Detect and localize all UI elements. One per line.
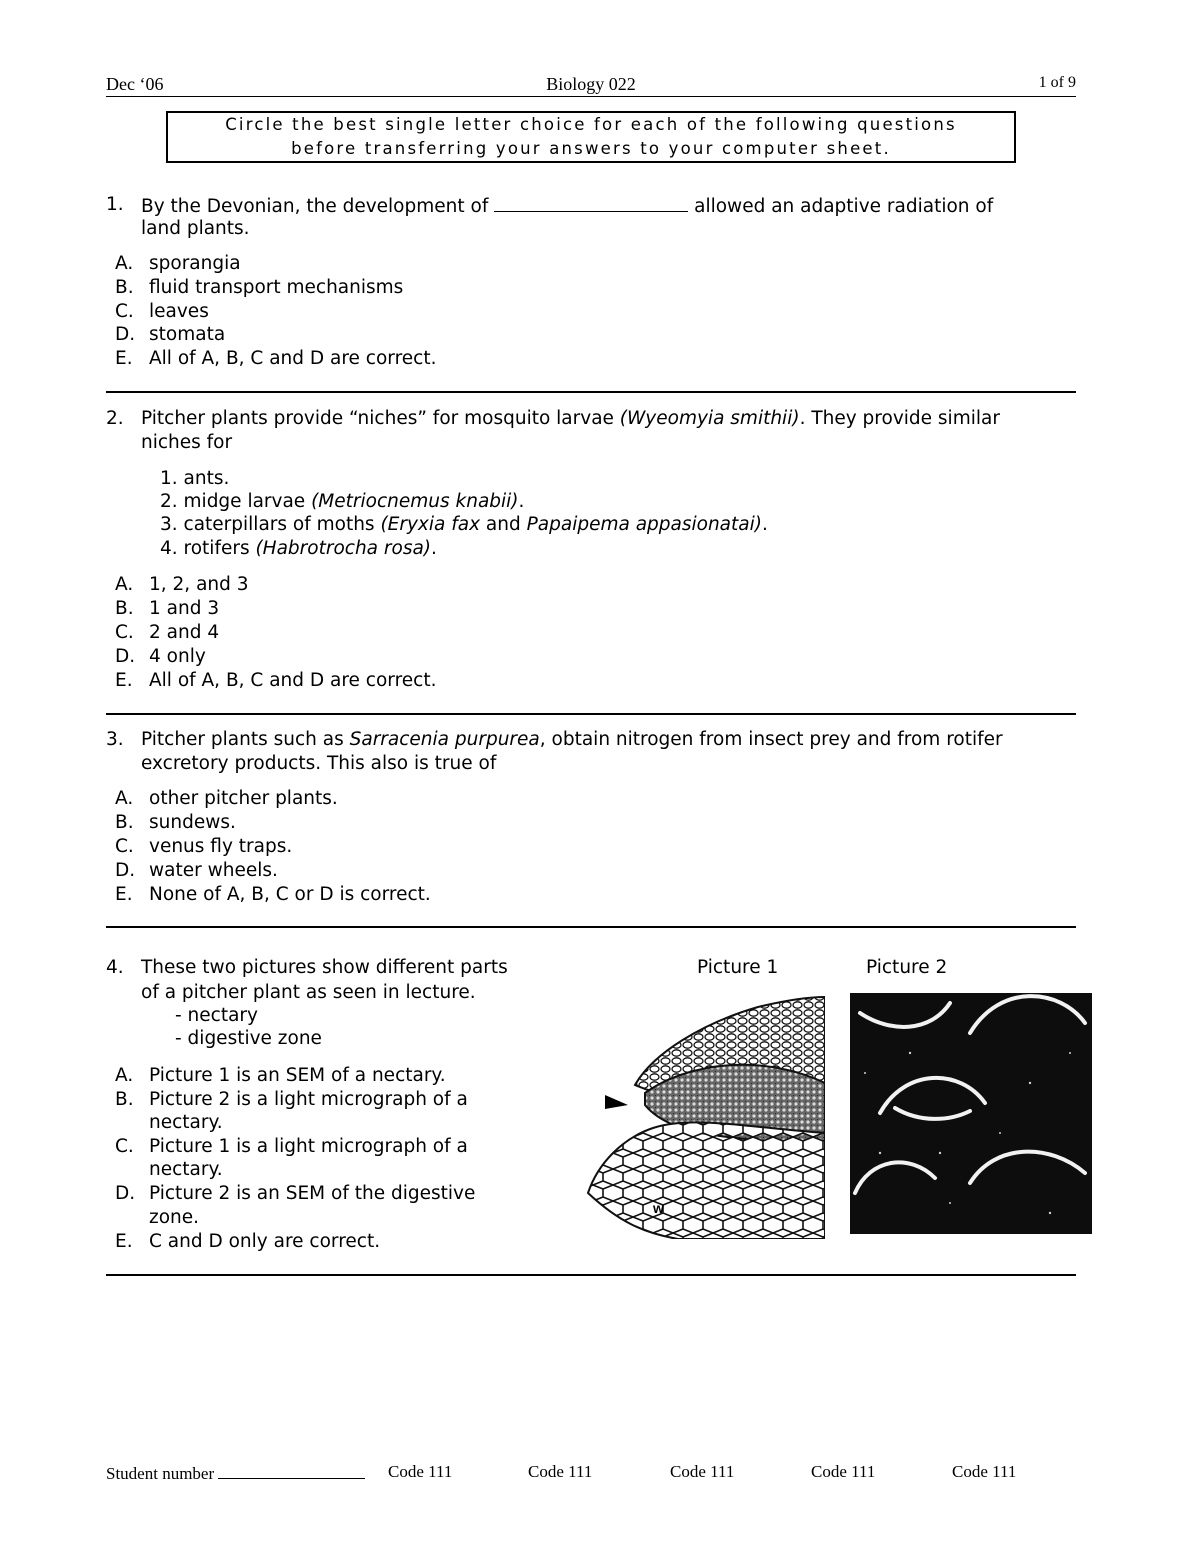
stem-text: allowed an adaptive radiation of bbox=[694, 196, 994, 217]
question-stem bbox=[141, 728, 1003, 752]
option-text-a: Picture 1 is an SEM of a nectary. bbox=[149, 1065, 446, 1086]
stem-text: Pitcher plants provide “niches” for mosquito larvae bbox=[141, 408, 620, 429]
question-divider bbox=[106, 1274, 1076, 1276]
list-item-1: 1. ants. bbox=[160, 468, 230, 489]
option-letter-c[interactable]: C. bbox=[115, 622, 134, 643]
option-text-e: None of A, B, C or D is correct. bbox=[149, 884, 431, 905]
option-letter-d[interactable]: D. bbox=[115, 324, 136, 345]
option-text-b: 1 and 3 bbox=[149, 598, 220, 619]
student-number-label: Student number bbox=[106, 1464, 215, 1483]
option-text-d: 4 only bbox=[149, 646, 206, 667]
species-name: Sarracenia purpurea bbox=[349, 729, 540, 750]
question-number: 4. bbox=[106, 957, 124, 978]
option-letter-a[interactable]: A. bbox=[115, 1065, 134, 1086]
instructions-line-2: before transferring your answers to your computer sheet. bbox=[291, 139, 891, 158]
question-stem-continued: excretory products. This also is true of bbox=[141, 753, 497, 774]
option-letter-a[interactable]: A. bbox=[115, 788, 134, 809]
option-letter-e[interactable]: E. bbox=[115, 348, 133, 369]
option-text-b: sundews. bbox=[149, 812, 236, 833]
question-number: 3. bbox=[106, 729, 124, 750]
item-text: 4. rotifers bbox=[160, 538, 256, 559]
option-text-d-continued: zone. bbox=[149, 1207, 200, 1228]
option-text-b: fluid transport mechanisms bbox=[149, 277, 404, 298]
option-letter-d[interactable]: D. bbox=[115, 646, 136, 667]
picture-2-sem bbox=[850, 993, 1092, 1234]
instructions-box bbox=[166, 111, 1016, 163]
option-letter-e[interactable]: E. bbox=[115, 884, 133, 905]
species-name: (Habrotrocha rosa) bbox=[255, 538, 432, 559]
option-letter-d[interactable]: D. bbox=[115, 1183, 136, 1204]
form-code: Code 111 bbox=[670, 1462, 735, 1481]
list-item-4 bbox=[160, 537, 437, 561]
option-text-d: Picture 2 is an SEM of the digestive bbox=[149, 1183, 476, 1204]
question-stem-continued: of a pitcher plant as seen in lecture. bbox=[141, 982, 476, 1003]
option-text-e: All of A, B, C and D are correct. bbox=[149, 348, 437, 369]
option-letter-e[interactable]: E. bbox=[115, 1231, 133, 1252]
item-text: . bbox=[761, 514, 768, 535]
option-text-b: Picture 2 is a light micrograph of a bbox=[149, 1089, 468, 1110]
question-divider bbox=[106, 926, 1076, 928]
question-divider bbox=[106, 713, 1076, 715]
option-letter-c[interactable]: C. bbox=[115, 301, 134, 322]
form-code: Code 111 bbox=[811, 1462, 876, 1481]
list-item-2 bbox=[160, 490, 524, 514]
header-date: Dec ‘06 bbox=[106, 74, 164, 94]
question-stem-continued: niches for bbox=[141, 432, 233, 453]
species-name: (Wyeomyia smithii) bbox=[619, 408, 800, 429]
option-text-a: other pitcher plants. bbox=[149, 788, 338, 809]
option-text-b-continued: nectary. bbox=[149, 1112, 223, 1133]
header-course: Biology 022 bbox=[546, 74, 636, 94]
picture-1-micrograph bbox=[583, 993, 825, 1239]
option-text-c: leaves bbox=[149, 301, 209, 322]
option-text-a: 1, 2, and 3 bbox=[149, 574, 249, 595]
question-stem bbox=[141, 193, 993, 219]
header-page-number: 1 of 9 bbox=[1038, 74, 1076, 91]
form-code: Code 111 bbox=[388, 1462, 453, 1481]
question-stem-continued: land plants. bbox=[141, 218, 250, 239]
form-code: Code 111 bbox=[528, 1462, 593, 1481]
option-text-c-continued: nectary. bbox=[149, 1159, 223, 1180]
bullet-digestive-zone: - digestive zone bbox=[175, 1028, 322, 1049]
instructions-line-1: Circle the best single letter choice for each of the following questions bbox=[225, 115, 957, 134]
stem-text: , obtain nitrogen from insect prey and from rotifer bbox=[539, 729, 1003, 750]
stem-text: By the Devonian, the development of bbox=[141, 196, 489, 217]
option-letter-a[interactable]: A. bbox=[115, 253, 134, 274]
option-text-c: Picture 1 is a light micrograph of a bbox=[149, 1136, 468, 1157]
item-text: 2. midge larvae bbox=[160, 491, 312, 512]
option-letter-c[interactable]: C. bbox=[115, 836, 134, 857]
question-divider bbox=[106, 391, 1076, 393]
option-letter-c[interactable]: C. bbox=[115, 1136, 134, 1157]
species-name: Papaipema appasionatai) bbox=[526, 514, 762, 535]
picture-2-label: Picture 2 bbox=[866, 957, 948, 978]
stem-text: . They provide similar bbox=[799, 408, 1000, 429]
student-number-field bbox=[106, 1462, 365, 1484]
list-item-3 bbox=[160, 513, 768, 537]
question-number: 1. bbox=[106, 194, 124, 215]
option-letter-b[interactable]: B. bbox=[115, 598, 134, 619]
question-stem: These two pictures show different parts bbox=[141, 957, 508, 978]
option-text-d: water wheels. bbox=[149, 860, 278, 881]
option-letter-b[interactable]: B. bbox=[115, 1089, 134, 1110]
page-header bbox=[106, 74, 1076, 97]
option-letter-d[interactable]: D. bbox=[115, 860, 136, 881]
question-number: 2. bbox=[106, 408, 124, 429]
species-name: (Eryxia fax bbox=[380, 514, 481, 535]
item-text: 3. caterpillars of moths bbox=[160, 514, 381, 535]
option-text-d: stomata bbox=[149, 324, 226, 345]
option-text-e: All of A, B, C and D are correct. bbox=[149, 670, 437, 691]
option-text-a: sporangia bbox=[149, 253, 241, 274]
item-text: and bbox=[480, 514, 527, 535]
form-code: Code 111 bbox=[952, 1462, 1017, 1481]
picture-1-label: Picture 1 bbox=[697, 957, 779, 978]
question-stem bbox=[141, 407, 1000, 431]
species-name: (Metriocnemus knabii) bbox=[311, 491, 519, 512]
option-letter-b[interactable]: B. bbox=[115, 277, 134, 298]
option-letter-b[interactable]: B. bbox=[115, 812, 134, 833]
option-text-c: venus fly traps. bbox=[149, 836, 293, 857]
item-text: . bbox=[518, 491, 525, 512]
option-text-c: 2 and 4 bbox=[149, 622, 220, 643]
picture-1-mark: w bbox=[653, 1200, 664, 1216]
option-letter-e[interactable]: E. bbox=[115, 670, 133, 691]
item-text: . bbox=[431, 538, 437, 559]
stem-text: Pitcher plants such as bbox=[141, 729, 350, 750]
option-letter-a[interactable]: A. bbox=[115, 574, 134, 595]
bullet-nectary: - nectary bbox=[175, 1005, 258, 1026]
fill-in-blank bbox=[494, 193, 688, 212]
student-number-blank[interactable] bbox=[218, 1462, 365, 1479]
option-text-e: C and D only are correct. bbox=[149, 1231, 381, 1252]
